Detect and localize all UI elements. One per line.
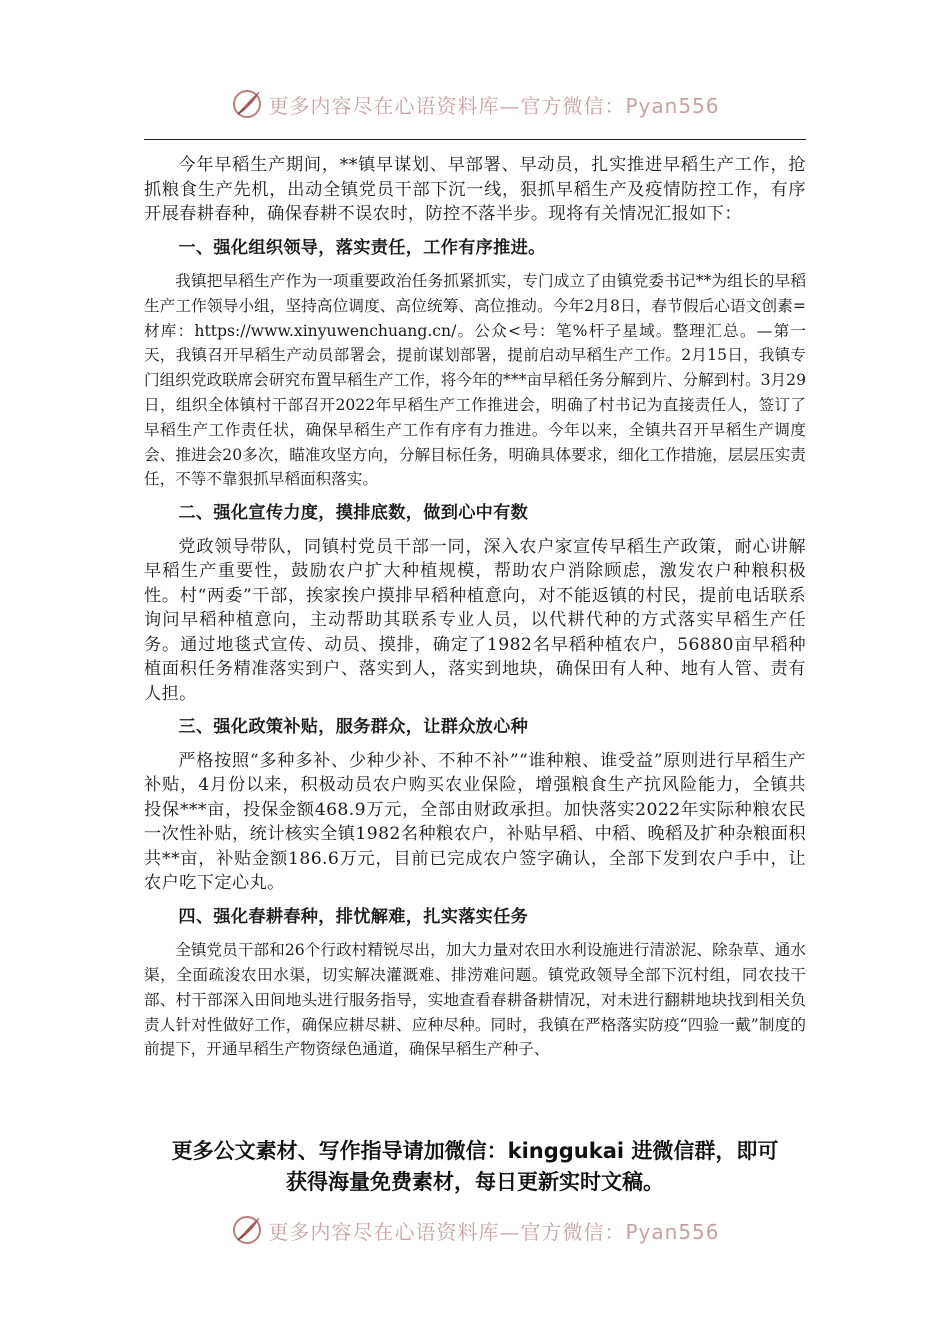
footer-wechat-id: Pyan556 [625, 1219, 720, 1244]
promo-line-2: 获得海量免费素材，每日更新实时文稿。 [286, 1170, 664, 1194]
promo-line-1: 更多公文素材、写作指导请加微信：kinggukai 进微信群，即可 [171, 1139, 779, 1163]
quill-logo-icon [230, 1213, 264, 1247]
header-watermark [0, 84, 950, 124]
promo-footer [100, 1136, 850, 1198]
section-3-body: 严格按照“多种多补、少种少补、不种不补”“谁种粮、谁受益”原则进行早稻生产补贴，4月份以来，积极动员农户购买农业保险，增强粮食生产抗风险能力，全镇共投保***亩，投保金额468.9万元，全部由财政承担。加快落实2022年实际种粮农民一次性补贴，统计核实全镇1982名种粮农户，补贴早稻、中稻、晚稻及扩种杂粮面积共**亩，补贴金额186.6万元，目前已完成农户签字确认，全部下发到农户手中，让农户吃下定心丸。 [144, 750, 806, 894]
section-1-heading: 一、强化组织领导，落实责任，工作有序推进。 [178, 237, 546, 258]
footer-watermark [0, 1210, 950, 1250]
header-watermark-text: 更多内容尽在心语资料库—官方微信：Pyan556 [268, 93, 720, 118]
header-rule [144, 139, 806, 140]
section-3-heading: 三、强化政策补贴，服务群众，让群众放心种 [178, 717, 529, 738]
section-2-body: 党政领导带队，同镇村党员干部一同，深入农户家宣传早稻生产政策，耐心讲解早稻生产重要性，鼓励农户扩大种植规模，帮助农户消除顾虑，激发农户种粮积极性。村“两委”干部，挨家挨户摸排早稻种植意向，对不能返镇的村民，提前电话联系询问早稻种植意向，主动帮助其联系专业人员，以代耕代种的方式落实早稻生产任务。通过地毯式宣传、动员、摸排，确定了1982名早稻种植农户，56880亩早稻种植面积任务精准落实到户、落实到人，落实到地块，确保田有人种、地有人管、责有人担。 [144, 536, 806, 704]
section-4-body: 全镇党员干部和26个行政村精锐尽出，加大力量对农田水利设施进行清淤泥、除杂草、通水渠，全面疏浚农田水渠，切实解决灌溉难、排涝难问题。镇党政领导全部下沉村组，同农技干部、村干部深入田间地头进行服务指导，实地查看春耕备耕情况，对未进行翻耕地块找到相关负责人针对性做好工作，确保应耕尽耕、应种尽种。同时，我镇在严格落实防疫“四验一戴”制度的前提下，开通早稻生产物资绿色通道，确保早稻生产种子、 [144, 941, 806, 1059]
section-1-body: 我镇把早稻生产作为一项重要政治任务抓紧抓实，专门成立了由镇党委书记**为组长的早稻生产工作领导小组，坚持高位调度、高位统筹、高位推动。今年2月8日，春节假后心语文创素=材库：https://www.xinyuwenchuang.cn/。公众<号：笔%杆子星域。整理汇总。—第一天，我镇召开早稻生产动员部署会，提前谋划部署，提前启动早稻生产工作。2月15日，我镇专门组织党政联席会研究布置早稻生产工作，将今年的***亩早稻任务分解到片、分解到村。3月29日，组织全体镇村干部召开2022年早稻生产工作推进会，明确了村书记为直接责任人，签订了早稻生产工作责任状，确保早稻生产工作有序有力推进。今年以来，全镇共召开早稻生产调度会、推进会20多次，瞄准攻坚方向，分解目标任务，明确具体要求，细化工作措施，层层压实责任，不等不靠狠抓早稻面积落实。 [144, 272, 806, 489]
quill-logo-icon [230, 87, 264, 121]
section-2-heading: 二、强化宣传力度，摸排底数，做到心中有数 [178, 503, 529, 524]
document-body [144, 153, 806, 1062]
footer-watermark-text: 更多内容尽在心语资料库—官方微信：Pyan556 [268, 1219, 720, 1244]
intro-paragraph: 今年早稻生产期间，**镇早谋划、早部署、早动员，扎实推进早稻生产工作，抢抓粮食生产先机，出动全镇党员干部下沉一线，狠抓早稻生产及疫情防控工作，有序开展春耕春种，确保春耕不误农时，防控不落半步。现将有关情况汇报如下： [144, 155, 806, 224]
header-wechat-id: Pyan556 [625, 93, 720, 118]
section-4-heading: 四、强化春耕春种，排忧解难，扎实落实任务 [178, 906, 529, 927]
